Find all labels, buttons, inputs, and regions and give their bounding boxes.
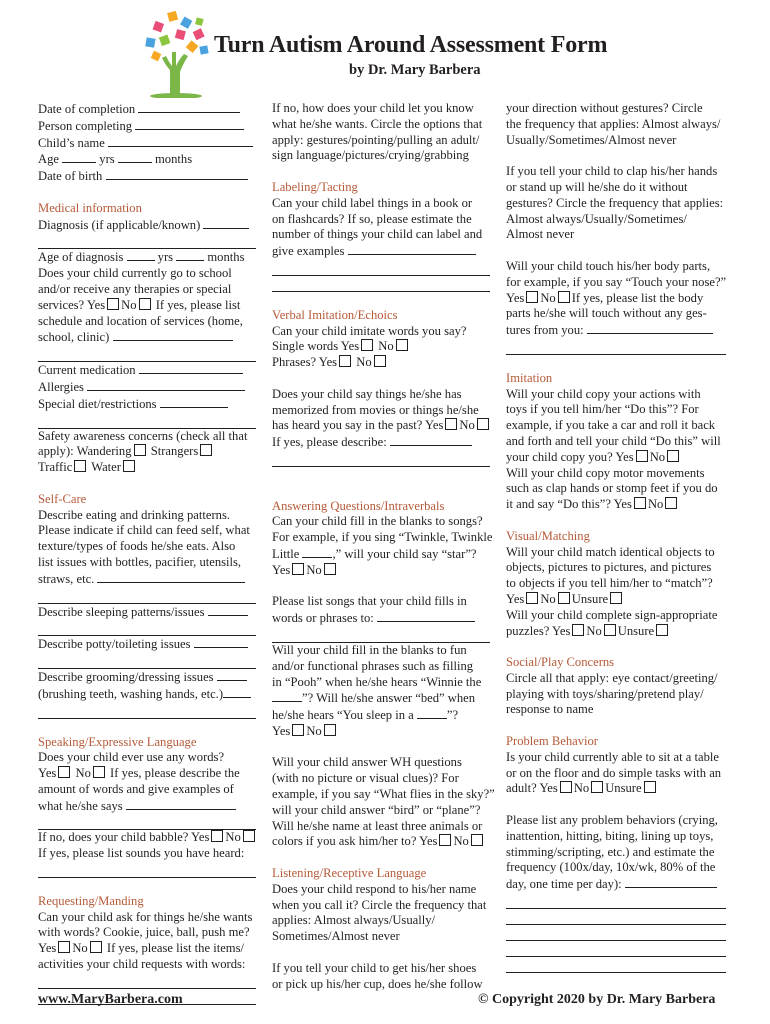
allergies-field[interactable] [87, 379, 245, 391]
answering-line3: ,” will your child say “star”? [332, 546, 477, 561]
checkbox-icon[interactable] [123, 460, 135, 472]
special-diet-field[interactable] [160, 396, 228, 408]
checkbox-icon[interactable] [445, 418, 457, 430]
requesting-line4: activities your child requests with words: [38, 957, 246, 972]
imitation-line2: toys if you tell him/her “Do this”? For [506, 402, 699, 417]
age-dx-months-label: months [207, 250, 245, 265]
listening-heading: Listening/Receptive Language [272, 866, 427, 881]
speaking-line3: amount of words and give examples of [38, 781, 234, 796]
memorized-field[interactable] [390, 434, 472, 446]
checkbox-icon[interactable] [665, 497, 677, 509]
ifno-line4: sign language/pictures/crying/grabbing [272, 148, 469, 163]
strangers-label: Strangers [150, 444, 199, 459]
labeling-heading: Labeling/Tacting [272, 179, 358, 194]
clap-line2: or stand up will he/she do it without [506, 179, 688, 194]
checkbox-icon[interactable] [572, 624, 584, 636]
problem-no: No [573, 781, 590, 796]
special-diet-line[interactable] [38, 413, 256, 429]
checkbox-icon[interactable] [90, 941, 102, 953]
imitation-no: No [649, 449, 666, 464]
eating-line2: Please indicate if child can feed self, what [38, 523, 250, 538]
songs-line2: words or phrases to: [272, 611, 374, 626]
phrases-label: Phrases? Yes [272, 355, 338, 370]
wh-line6: colors if you ask him/her to? Yes [272, 834, 438, 849]
visual-line1: Will your child match identical objects to [506, 544, 715, 559]
list-line3: stimming/scripting, etc.) and estimate the [506, 844, 715, 859]
verbal-heading: Verbal Imitation/Echoics [272, 307, 398, 322]
checkbox-icon[interactable] [74, 460, 86, 472]
age-dx-months-field[interactable] [176, 249, 204, 261]
babble-line2: If yes, please list sounds you have heard: [38, 846, 245, 861]
grooming-field2[interactable] [223, 686, 251, 698]
checkbox-icon[interactable] [211, 830, 223, 842]
list-line5: day, one time per day): [506, 877, 622, 892]
checkbox-icon[interactable] [560, 781, 572, 793]
copyright-footer: © Copyright 2020 by Dr. Mary Barbera [478, 992, 716, 1007]
visual-no2: No [586, 623, 602, 638]
current-medication-label: Current medication [38, 363, 136, 378]
age-months-field[interactable] [118, 151, 152, 163]
grooming-label2: (brushing teeth, washing hands, etc.) [38, 686, 224, 701]
wh-line3: example, if you say “What flies in the sky?” [272, 787, 495, 802]
answering-little: Little [272, 546, 300, 561]
songs-field[interactable] [377, 610, 475, 622]
date-of-birth-label: Date of birth [38, 169, 103, 184]
wh-line5: Will he/she name at least three animals or [272, 818, 483, 833]
diagnosis-label: Diagnosis (if applicable/known) [38, 217, 201, 232]
body-yes: Yes [506, 290, 525, 305]
school-q-line4: schedule and location of services (home, [38, 313, 243, 328]
phrases-no: No [356, 355, 372, 370]
person-completing-label: Person completing [38, 118, 133, 133]
social-line1: Circle all that apply: eye contact/greeting/ [506, 670, 718, 685]
services-line[interactable] [38, 346, 256, 362]
medical-heading: Medical information [38, 200, 142, 215]
checkbox-icon[interactable] [243, 830, 255, 842]
imitation-line3: example, if you take a car and roll it back [506, 418, 716, 433]
speaking-line1: Does your child ever use any words? [38, 750, 225, 765]
wh-line4: will your child answer “bird” or “plane”? [272, 802, 481, 817]
eating-line[interactable] [38, 588, 256, 604]
clap-line5: Almost never [506, 227, 575, 242]
eating-line4: list issues with bottles, pacifier, utensils, [38, 554, 242, 569]
problem-line2: or on the floor and do simple tasks with an [506, 765, 722, 780]
wh-line1: Will your child answer WH questions [272, 755, 462, 770]
babble-no-label: No [225, 830, 241, 845]
problem-line-d[interactable] [506, 941, 726, 957]
direction-line1: your direction without gestures? Circle [506, 101, 703, 115]
body-line2: for example, if you say “Touch your nose?” [506, 274, 727, 289]
labeling-line2: on flashcards? If so, please estimate the [272, 211, 472, 226]
visual-unsure: Unsure [571, 591, 609, 606]
checkbox-icon[interactable] [292, 724, 304, 736]
labeling-line-b[interactable] [272, 276, 490, 292]
visual-line3: to objects if you tell him/her to “match”? [506, 576, 713, 591]
school-q-line2: and/or receive any therapies or special [38, 281, 232, 296]
ifno-line3: apply: gestures/pointing/pulling an adult/ [272, 132, 480, 147]
sleeping-field[interactable] [208, 604, 248, 616]
visual-no: No [540, 591, 556, 606]
checkbox-icon[interactable] [667, 450, 679, 462]
checkbox-icon[interactable] [591, 781, 603, 793]
body-ifyes: If yes, please list the body [571, 290, 704, 305]
memorized-line3: has heard you say in the past? Yes [272, 418, 444, 433]
sleeping-line[interactable] [38, 620, 256, 636]
checkbox-icon[interactable] [439, 834, 451, 846]
visual-unsure2: Unsure [617, 623, 655, 638]
current-medication-field[interactable] [139, 362, 243, 374]
childs-name-field[interactable] [108, 135, 253, 147]
fill-line2: and/or functional phrases such as filling [272, 658, 474, 673]
body-no: No [540, 290, 556, 305]
answering-no: No [306, 562, 322, 577]
body-line1: Will your child touch his/her body parts, [506, 258, 711, 273]
safety-line1: Safety awareness concerns (check all that [38, 428, 248, 443]
problem-line3: adult? Yes [506, 781, 558, 796]
age-months-label: months [155, 152, 193, 167]
list-line2: inattention, hitting, biting, lining up toys, [506, 828, 714, 843]
school-q-line3: services? Yes [38, 297, 106, 312]
checkbox-icon[interactable] [292, 563, 304, 575]
date-completion-label: Date of completion [38, 102, 136, 116]
column-3 [506, 101, 726, 973]
childs-name-label: Child’s name [38, 135, 105, 150]
verbal-line1: Can your child imitate words you say? [272, 323, 467, 338]
shoes-line1: If you tell your child to get his/her shoes [272, 960, 477, 975]
potty-label: Describe potty/toileting issues [38, 637, 191, 652]
requesting-line1: Can your child ask for things he/she wants [38, 909, 253, 924]
checkbox-icon[interactable] [58, 766, 70, 778]
form-byline: by Dr. Mary Barbera [349, 62, 481, 78]
speak-no-label: No [75, 766, 91, 781]
tree-hand-puzzle-logo [136, 8, 218, 98]
speak-yes-label: Yes [38, 766, 57, 781]
problem-heading: Problem Behavior [506, 734, 598, 749]
checkbox-icon[interactable] [396, 339, 408, 351]
problem-line1: Is your child currently able to sit at a table [506, 749, 719, 764]
column-1 [38, 101, 256, 1005]
wh-no: No [453, 834, 469, 849]
school-q-line1: Does your child currently go to school [38, 266, 232, 281]
answering-heading: Answering Questions/Intraverbals [272, 498, 445, 513]
potty-line[interactable] [38, 653, 256, 669]
single-words-label: Single words Yes [272, 339, 360, 354]
visual-yes: Yes [506, 591, 525, 606]
wh-line2: (with no picture or visual clues)? For [272, 771, 459, 786]
checkbox-icon[interactable] [558, 592, 570, 604]
checkbox-icon[interactable] [139, 298, 151, 310]
imitation-line1: Will your child copy your actions with [506, 386, 701, 401]
diagnosis-line[interactable] [38, 233, 256, 249]
checkbox-icon[interactable] [644, 781, 656, 793]
checkbox-icon[interactable] [107, 298, 119, 310]
body-parts-field[interactable] [587, 322, 713, 334]
checkbox-icon[interactable] [200, 444, 212, 456]
memorized-line2: memorized from movies or things he/she [272, 402, 479, 417]
problem-line-c[interactable] [506, 925, 726, 941]
memorized-no: No [459, 418, 475, 433]
social-heading: Social/Play Concerns [506, 655, 615, 670]
single-words-no: No [378, 339, 394, 354]
twinkle-blank[interactable] [302, 546, 332, 558]
visual-line6: puzzles? Yes [506, 623, 571, 638]
eating-field[interactable] [97, 571, 245, 583]
list-line1: Please list any problem behaviors (crying, [506, 813, 718, 828]
age-yrs-label: yrs [99, 152, 115, 167]
checkbox-icon[interactable] [526, 291, 538, 303]
checkbox-icon[interactable] [656, 624, 668, 636]
songs-line[interactable] [272, 627, 490, 643]
listening-line2: when you call it? Circle the frequency that [272, 897, 487, 912]
fill-line5: he/she hears “You sleep in a [272, 708, 414, 723]
speaking-line[interactable] [38, 814, 256, 830]
answering-yes: Yes [272, 562, 291, 577]
checkbox-icon[interactable] [636, 450, 648, 462]
visual-line5: Will your child complete sign-appropriate [506, 607, 718, 622]
fill-line3: in “Pooh” when he/she hears “Winnie the [272, 674, 482, 689]
special-diet-label: Special diet/restrictions [38, 396, 157, 411]
eating-line3: texture/types of foods he/she eats. Also [38, 539, 236, 554]
speaking-field[interactable] [126, 798, 236, 810]
school-no-label: No [121, 297, 137, 312]
wandering-label: apply): Wandering [38, 444, 132, 459]
imitation-no2: No [647, 497, 664, 512]
person-completing-field[interactable] [135, 118, 244, 130]
column-2 [272, 101, 495, 992]
school-ifyes-label: If yes, please list [155, 297, 241, 312]
body-line4: parts he/she will touch without any ges- [506, 306, 707, 321]
problem-line-e[interactable] [506, 957, 726, 973]
requesting-heading: Requesting/Manding [38, 893, 144, 908]
services-field[interactable] [113, 329, 233, 341]
imitation-line7: such as clap hands or stomp feet if you do [506, 481, 718, 496]
babble-label: If no, does your child babble? Yes [38, 830, 210, 845]
imitation-line8: it and say “Do this”? Yes [506, 497, 632, 512]
eating-line1: Describe eating and drinking patterns. [38, 507, 230, 522]
req-ifyes-label: If yes, please list the items/ [106, 941, 244, 956]
problem-line-b[interactable] [506, 909, 726, 925]
checkbox-icon[interactable] [634, 497, 646, 509]
checkbox-icon[interactable] [134, 444, 146, 456]
checkbox-icon[interactable] [477, 418, 489, 430]
fill-line4: ”? Will he/she answer “bed” when [302, 691, 476, 706]
selfcare-heading: Self-Care [38, 491, 87, 506]
bed-blank[interactable] [417, 707, 447, 719]
direction-line3: Usually/Sometimes/Almost never [506, 132, 677, 147]
req-yes-label: Yes [38, 941, 57, 956]
listening-line3: applies: Almost always/Usually/ [272, 913, 436, 928]
problem-unsure: Unsure [605, 781, 642, 796]
checkbox-icon[interactable] [558, 291, 570, 303]
labeling-field[interactable] [348, 243, 476, 255]
checkbox-icon[interactable] [374, 355, 386, 367]
grooming-line[interactable] [38, 703, 256, 719]
date-of-birth-field[interactable] [106, 168, 248, 180]
imitation-line4: and forth and tell your child “Do this” will [506, 433, 721, 448]
babble-line[interactable] [38, 862, 256, 878]
checkbox-icon[interactable] [324, 563, 336, 575]
clap-line3: gestures? Circle the frequency that applies: [506, 195, 724, 210]
checkbox-icon[interactable] [471, 834, 483, 846]
date-completion-field[interactable] [138, 101, 240, 113]
labeling-line-a[interactable] [272, 260, 490, 276]
water-label: Water [91, 460, 121, 475]
fill-no: No [306, 723, 322, 738]
problem-line-a[interactable] [506, 893, 726, 909]
imitation-heading: Imitation [506, 370, 553, 385]
list-line4: frequency (100x/day, 10x/wk, 80% of the [506, 860, 716, 875]
labeling-line3: number of things your child can label and [272, 227, 483, 242]
social-line2: playing with toys/sharing/pretend play/ [506, 686, 704, 701]
pooh-blank[interactable] [272, 690, 302, 702]
answering-line1: Can your child fill in the blanks to songs? [272, 514, 483, 529]
speak-ifyes-label: If yes, please describe the [110, 766, 240, 781]
checkbox-icon[interactable] [361, 339, 373, 351]
checkbox-icon[interactable] [526, 592, 538, 604]
body-parts-line[interactable] [506, 339, 726, 355]
imitation-line6: Will your child copy motor movements [506, 465, 705, 480]
fill-yes: Yes [272, 723, 291, 738]
age-label: Age [38, 152, 59, 167]
checkbox-icon[interactable] [58, 941, 70, 953]
social-line3: response to name [506, 702, 594, 717]
age-of-diagnosis-label: Age of diagnosis [38, 250, 124, 265]
clap-line1: If you tell your child to clap his/her hands [506, 164, 718, 179]
visual-heading: Visual/Matching [506, 528, 590, 543]
fill-line5-end: ”? [446, 708, 459, 723]
speaking-heading: Speaking/Expressive Language [38, 734, 197, 749]
diagnosis-field[interactable] [203, 217, 249, 229]
songs-line1: Please list songs that your child fills in [272, 594, 467, 609]
age-dx-yrs-field[interactable] [127, 249, 155, 261]
age-dx-yrs-label: yrs [157, 250, 174, 265]
grooming-field[interactable] [217, 669, 247, 681]
clap-line4: Almost always/Usually/Sometimes/ [506, 211, 687, 226]
labeling-line1: Can your child label things in a book or [272, 195, 473, 210]
memorized-line[interactable] [272, 451, 490, 467]
ifno-line1: If no, how does your child let you know [272, 101, 474, 115]
requesting-line-a[interactable] [38, 973, 256, 989]
fill-line1: Will your child fill in the blanks to fun [272, 642, 467, 657]
direction-line2: the frequency that applies: Almost always/ [506, 116, 721, 131]
grooming-label: Describe grooming/dressing issues [38, 670, 214, 685]
listening-line1: Does your child respond to his/her name [272, 881, 477, 896]
checkbox-icon[interactable] [93, 766, 105, 778]
problem-behaviors-field[interactable] [625, 876, 717, 888]
checkbox-icon[interactable] [604, 624, 616, 636]
checkbox-icon[interactable] [339, 355, 351, 367]
website-footer: www.MaryBarbera.com [38, 992, 183, 1007]
memorized-line1: Does your child say things he/she has [272, 386, 462, 401]
traffic-label: Traffic [38, 460, 73, 475]
shoes-line2: or pick up his/her cup, does he/she follow [272, 976, 483, 991]
age-yrs-field[interactable] [62, 151, 96, 163]
answering-line2: For example, if you sing “Twinkle, Twinkle [272, 530, 493, 545]
requesting-line2: with words? Cookie, juice, ball, push me? [38, 925, 250, 940]
imitation-line5: your child copy you? Yes [506, 449, 634, 464]
ifno-line2: what he/she wants. Circle the options that [272, 116, 483, 131]
potty-field[interactable] [194, 636, 248, 648]
req-no-label: No [72, 941, 88, 956]
labeling-line4: give examples [272, 244, 345, 259]
speaking-line4: what he/she says [38, 798, 123, 813]
listening-line4: Sometimes/Almost never [272, 929, 400, 944]
body-line5: tures from you: [506, 323, 584, 338]
form-title: Turn Autism Around Assessment Form [214, 32, 608, 58]
allergies-label: Allergies [38, 379, 84, 394]
eating-line5: straws, etc. [38, 571, 95, 586]
memorized-line4: If yes, please describe: [272, 435, 387, 450]
school-q-line5: school, clinic) [38, 330, 110, 345]
sleeping-label: Describe sleeping patterns/issues [38, 604, 205, 619]
checkbox-icon[interactable] [610, 592, 622, 604]
visual-line2: objects, pictures to pictures, and pictures [506, 560, 712, 575]
checkbox-icon[interactable] [324, 724, 336, 736]
